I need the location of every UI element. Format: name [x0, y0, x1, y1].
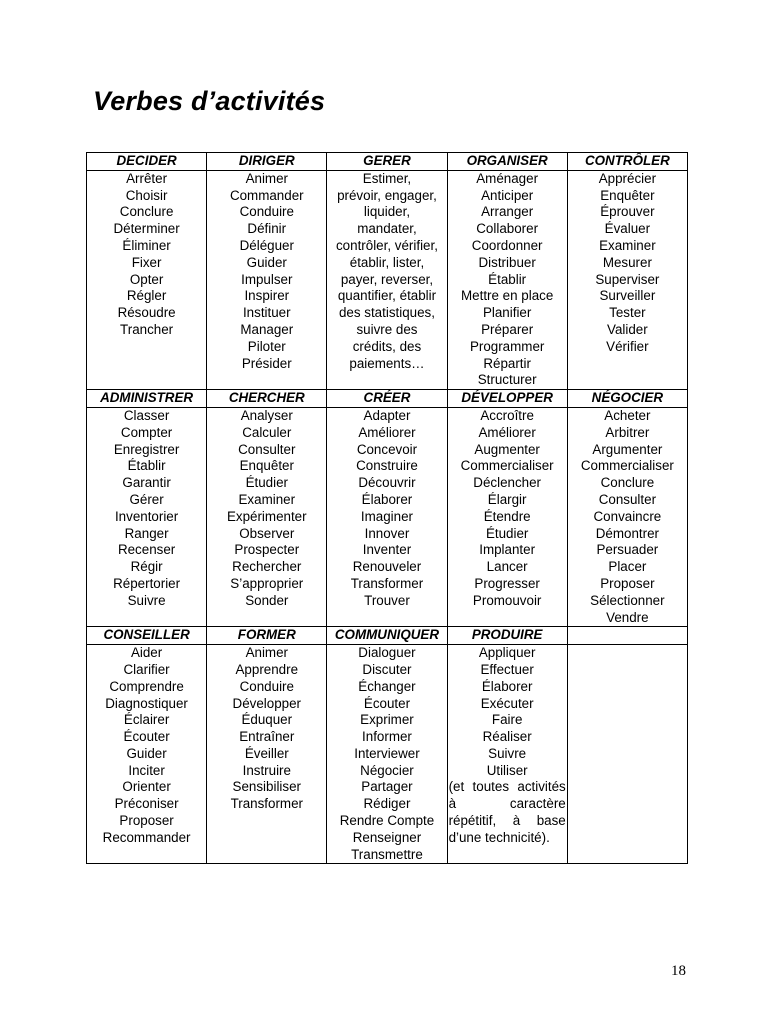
- verb-item: Établir: [127, 458, 166, 474]
- verb-item: Exprimer: [360, 712, 414, 728]
- verb-item: Animer: [245, 645, 288, 661]
- verb-item: Prospecter: [234, 542, 300, 558]
- verb-item: Proposer: [119, 813, 174, 829]
- verb-item: Trouver: [364, 592, 410, 608]
- verb-item: Comprendre: [109, 678, 184, 694]
- verb-item: Enquêter: [600, 187, 655, 203]
- verb-item: Renseigner: [352, 829, 422, 845]
- verb-item: Éprouver: [600, 204, 655, 220]
- verb-item: Commercialiser: [460, 458, 554, 474]
- verb-item: Répertorier: [113, 575, 181, 591]
- verb-item: Éveiller: [244, 745, 289, 761]
- verb-item: Inventer: [362, 542, 412, 558]
- verb-item: Conduire: [239, 204, 294, 220]
- verb-item: Régler: [126, 288, 167, 304]
- verb-item: Informer: [362, 729, 412, 745]
- verb-item: Transmettre: [351, 846, 423, 862]
- verb-item: Utiliser: [486, 762, 528, 778]
- verb-item: Fixer: [131, 254, 162, 270]
- verb-item: Ranger: [124, 525, 169, 541]
- verb-item: paiements…: [349, 355, 425, 371]
- verb-item: Établir: [488, 271, 527, 287]
- verb-item: Mettre en place: [461, 288, 554, 304]
- verb-item: Guider: [126, 745, 167, 761]
- verb-item: Conclure: [119, 204, 174, 220]
- verb-item: Promouvoir: [472, 592, 542, 608]
- verb-item: Inventorier: [114, 508, 179, 524]
- verb-item: Aider: [130, 645, 163, 661]
- verb-item: suivre des: [356, 321, 418, 337]
- verb-item: Valider: [607, 321, 648, 337]
- verb-item: Éliminer: [122, 237, 171, 253]
- verb-item: Écouter: [123, 729, 170, 745]
- verb-item: Arrêter: [126, 170, 168, 186]
- verb-item: Choisir: [125, 187, 168, 203]
- verb-item: Interviewer: [354, 745, 420, 761]
- verb-item: Examiner: [599, 237, 656, 253]
- verb-item: Sensibiliser: [232, 779, 302, 795]
- verb-list-cell: [567, 170, 687, 389]
- verb-item: Coordonner: [471, 237, 543, 253]
- verb-item: Écouter: [363, 695, 411, 711]
- verb-list-row: [87, 170, 688, 389]
- verb-item: Planifier: [482, 305, 532, 321]
- verb-list-row: [87, 407, 688, 626]
- verb-item: Enregistrer: [113, 441, 180, 457]
- verb-item: Superviser: [595, 271, 660, 287]
- verb-item: Progresser: [474, 575, 540, 591]
- verb-list-cell: [327, 645, 447, 864]
- verb-list-cell: [447, 645, 567, 864]
- verb-list-cell: [87, 407, 207, 626]
- category-header: GERER: [327, 153, 447, 171]
- category-header: CHERCHER: [207, 390, 327, 408]
- verb-item: Impulser: [241, 271, 293, 287]
- verb-item: Vérifier: [606, 338, 649, 354]
- verb-item: Orienter: [122, 779, 171, 795]
- verb-item: Distribuer: [478, 254, 536, 270]
- activity-verbs-table: [86, 152, 688, 864]
- verb-item: Collaborer: [476, 221, 539, 237]
- verb-item: Arranger: [481, 204, 534, 220]
- category-header: DIRIGER: [207, 153, 327, 171]
- verb-item: Calculer: [242, 424, 292, 440]
- verb-item: Apprécier: [598, 170, 657, 186]
- verb-item: Élaborer: [481, 678, 533, 694]
- verb-item: contrôler, vérifier,: [335, 237, 438, 253]
- verb-item: Argumenter: [592, 441, 663, 457]
- verb-item: Observer: [239, 525, 295, 541]
- verb-list-cell: [87, 645, 207, 864]
- verb-item: Étendre: [483, 508, 531, 524]
- verb-item: Acheter: [604, 407, 651, 423]
- verb-item: Transformer: [230, 796, 303, 812]
- verb-item: Placer: [608, 559, 647, 575]
- category-header: CONTRÔLER: [567, 153, 687, 171]
- category-header: COMMUNIQUER: [327, 627, 447, 645]
- verb-item: Résoudre: [117, 305, 176, 321]
- verb-item: Structurer: [477, 372, 537, 388]
- verb-item: Recenser: [117, 542, 176, 558]
- verb-item: Opter: [129, 271, 164, 287]
- verb-item: Concevoir: [356, 441, 418, 457]
- verb-list-cell: [207, 407, 327, 626]
- verb-item: des statistiques,: [338, 305, 435, 321]
- verb-item: Négocier: [360, 762, 414, 778]
- verb-item: Échanger: [358, 678, 416, 694]
- verb-item: Déclencher: [473, 475, 542, 491]
- verb-item: Appliquer: [478, 645, 536, 661]
- verb-item: Aménager: [476, 170, 539, 186]
- category-header: ADMINISTRER: [87, 390, 207, 408]
- verb-list-cell: [207, 170, 327, 389]
- verb-item: Déléguer: [239, 237, 294, 253]
- page-number: 18: [671, 963, 686, 979]
- category-header-row: [87, 153, 688, 171]
- verb-item: Étudier: [245, 475, 288, 491]
- category-header: FORMER: [207, 627, 327, 645]
- verb-item: crédits, des: [352, 338, 422, 354]
- verb-item: Persuader: [596, 542, 659, 558]
- verb-item: Suivre: [488, 745, 527, 761]
- verb-list-cell: [207, 645, 327, 864]
- verb-item: Compter: [120, 424, 173, 440]
- verb-item: Renouveler: [352, 559, 422, 575]
- verb-item: Guider: [246, 254, 287, 270]
- verb-item: Améliorer: [478, 424, 536, 440]
- verb-item: Estimer,: [362, 170, 412, 186]
- verb-item: Proposer: [600, 575, 655, 591]
- verb-item: Classer: [123, 407, 170, 423]
- verb-item: Partager: [361, 779, 413, 795]
- category-header-row: [87, 390, 688, 408]
- verb-item: Dialoguer: [358, 645, 416, 661]
- verb-item: Éduquer: [241, 712, 293, 728]
- verb-list-cell: [567, 645, 687, 864]
- verb-item: Rendre Compte: [339, 813, 435, 829]
- verb-item: Préconiser: [114, 796, 179, 812]
- verb-list-cell: [87, 170, 207, 389]
- verb-item: Évaluer: [604, 221, 651, 237]
- verb-item: Définir: [247, 221, 287, 237]
- verb-item: S’approprier: [230, 575, 304, 591]
- verb-item: quantifier, établir: [337, 288, 437, 304]
- category-header: CONSEILLER: [87, 627, 207, 645]
- verb-item: Enquêter: [239, 458, 294, 474]
- verb-item: Améliorer: [358, 424, 416, 440]
- verb-item: liquider,: [363, 204, 411, 220]
- verb-item: Préparer: [481, 321, 534, 337]
- verb-item: Animer: [245, 170, 288, 186]
- verb-item: Élaborer: [361, 491, 413, 507]
- verb-item: Mesurer: [602, 254, 652, 270]
- verb-item: Construire: [356, 458, 418, 474]
- verb-item: Démontrer: [595, 525, 659, 541]
- verb-item: Augmenter: [474, 441, 540, 457]
- verb-item: Lancer: [486, 559, 528, 575]
- verb-item: Manager: [240, 321, 294, 337]
- verb-item: Suivre: [127, 592, 166, 608]
- verb-item: Conduire: [239, 678, 294, 694]
- verb-item: Arbitrer: [605, 424, 650, 440]
- verb-item: Développer: [232, 695, 302, 711]
- verb-item: Présider: [241, 355, 292, 371]
- verb-list-cell: [327, 407, 447, 626]
- verb-item: Clarifier: [123, 661, 170, 677]
- verb-item: Instituer: [242, 305, 291, 321]
- verb-item: établir, lister,: [349, 254, 425, 270]
- verb-item: Exécuter: [480, 695, 534, 711]
- verb-item: Rédiger: [363, 796, 411, 812]
- verb-item: Innover: [364, 525, 410, 541]
- category-header: [567, 627, 687, 645]
- verb-item: Analyser: [240, 407, 293, 423]
- verb-item: Consulter: [598, 491, 657, 507]
- verb-item: Élargir: [487, 491, 527, 507]
- verb-item: Expérimenter: [226, 508, 307, 524]
- verb-item: Découvrir: [358, 475, 416, 491]
- verb-list-cell: [327, 170, 447, 389]
- category-header: CRÉER: [327, 390, 447, 408]
- category-header-row: [87, 627, 688, 645]
- verb-item: Réaliser: [482, 729, 532, 745]
- verb-item: Effectuer: [480, 661, 534, 677]
- category-header: PRODUIRE: [447, 627, 567, 645]
- verb-item: Apprendre: [235, 661, 299, 677]
- verb-item: Trancher: [120, 321, 174, 337]
- verb-item: Éclairer: [123, 712, 170, 728]
- page-title: Verbes d’activités: [93, 86, 326, 116]
- verb-item: Diagnostiquer: [105, 695, 188, 711]
- verb-item: Rechercher: [232, 559, 302, 575]
- verb-item: Examiner: [238, 491, 296, 507]
- verb-item: Commander: [229, 187, 304, 203]
- verb-item: Entraîner: [239, 729, 295, 745]
- verb-item: Convaincre: [593, 508, 662, 524]
- verb-item: Gérer: [129, 491, 164, 507]
- verb-item: Sonder: [245, 592, 289, 608]
- verb-item: Piloter: [247, 338, 286, 354]
- verb-item: Implanter: [479, 542, 536, 558]
- verb-item: Étudier: [485, 525, 529, 541]
- verb-item: Inciter: [128, 762, 165, 778]
- category-header: DÉVELOPPER: [447, 390, 567, 408]
- category-header: ORGANISER: [447, 153, 567, 171]
- verb-item: Consulter: [238, 441, 296, 457]
- verb-list-row: [87, 645, 688, 864]
- verb-item: Adapter: [363, 407, 411, 423]
- category-header: NÉGOCIER: [567, 390, 687, 408]
- verb-item: Régir: [130, 559, 163, 575]
- verb-item: mandater,: [357, 221, 417, 237]
- verb-item: Surveiller: [599, 288, 656, 304]
- verb-item: Vendre: [606, 609, 649, 625]
- verb-item: Inspirer: [244, 288, 290, 304]
- verb-note: (et toutes activités à caractère répétitif, à base d’une technicité).: [448, 779, 566, 845]
- verb-item: Faire: [491, 712, 523, 728]
- verb-list-cell: [447, 407, 567, 626]
- verb-item: Sélectionner: [590, 592, 665, 608]
- verb-item: Programmer: [469, 338, 545, 354]
- verb-item: Recommander: [102, 829, 191, 845]
- verb-item: Imaginer: [360, 508, 414, 524]
- verb-item: Instruire: [242, 762, 291, 778]
- verb-item: Anticiper: [481, 187, 534, 203]
- verb-list-cell: [447, 170, 567, 389]
- verb-item: Transformer: [350, 575, 424, 591]
- verb-item: Garantir: [122, 475, 171, 491]
- verb-list-cell: [567, 407, 687, 626]
- verb-item: Accroître: [480, 407, 534, 423]
- category-header: DECIDER: [87, 153, 207, 171]
- verb-item: prévoir, engager,: [337, 187, 437, 203]
- verb-item: Conclure: [600, 475, 655, 491]
- verb-item: Tester: [609, 305, 646, 321]
- verb-item: Discuter: [362, 661, 412, 677]
- verb-item: Commercialiser: [580, 458, 674, 474]
- verb-item: Répartir: [483, 355, 531, 371]
- verb-item: payer, reverser,: [340, 271, 434, 287]
- verb-item: Déterminer: [113, 221, 180, 237]
